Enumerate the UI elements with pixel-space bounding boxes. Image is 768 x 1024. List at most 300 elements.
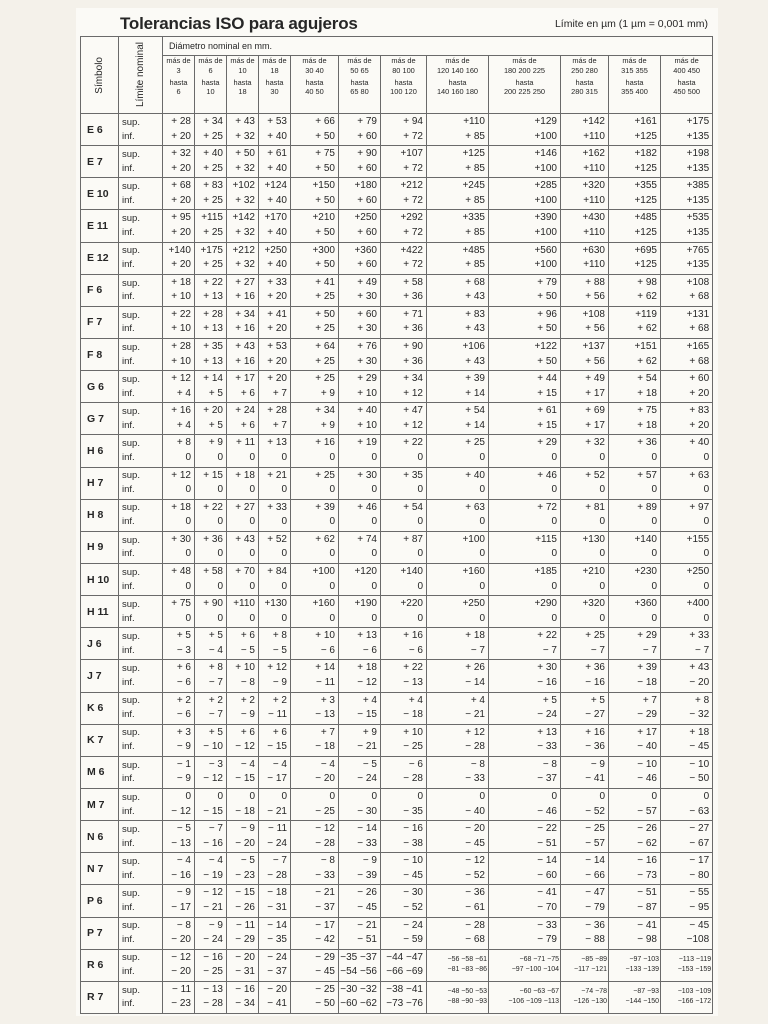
tolerance-cell: [661, 692, 713, 724]
upper-deviation: +400: [686, 598, 710, 610]
tolerance-cell: [163, 435, 195, 467]
upper-deviation: − 17: [315, 919, 335, 931]
range-from: 18: [270, 65, 279, 75]
tolerance-cell: [427, 242, 489, 274]
lower-deviation: 0: [599, 516, 605, 528]
tolerance-cell: [163, 114, 195, 146]
lower-deviation: − 20: [235, 837, 255, 849]
upper-deviation: + 6: [240, 630, 255, 642]
upper-label: sup.: [122, 341, 140, 353]
tolerance-cell: [381, 563, 427, 595]
lower-deviation: 0: [651, 548, 657, 560]
tolerance-cell: [661, 531, 713, 563]
upper-deviation: − 8: [176, 919, 191, 931]
tolerance-cell: [427, 724, 489, 756]
lower-deviation: − 60: [537, 869, 557, 881]
tolerance-cell: [561, 917, 609, 949]
upper-deviation: + 44: [537, 373, 557, 385]
tolerance-cell: [381, 435, 427, 467]
tolerance-cell: [381, 596, 427, 628]
lower-deviation: + 20: [267, 291, 287, 303]
lower-deviation: − 66: [585, 869, 605, 881]
lower-deviation: + 20: [171, 259, 191, 271]
lower-deviation: + 20: [171, 226, 191, 238]
upper-deviation: + 33: [267, 501, 287, 513]
lower-deviation: − 9: [176, 773, 191, 785]
tolerance-cell: [163, 660, 195, 692]
lower-deviation: − 24: [203, 934, 223, 946]
upper-label: sup.: [122, 984, 140, 996]
limit-labels: [119, 724, 163, 756]
tolerance-cell: [609, 338, 661, 370]
lower-label: inf.: [122, 966, 135, 978]
tolerance-symbol: N 7: [81, 853, 119, 885]
upper-deviation: − 4: [240, 758, 255, 770]
tolerance-cell: [661, 338, 713, 370]
tolerance-cell: [609, 596, 661, 628]
tolerance-cell: [561, 756, 609, 788]
lower-deviation: −66 −69: [386, 966, 423, 978]
upper-deviation: + 39: [465, 373, 485, 385]
upper-deviation: +560: [534, 244, 557, 256]
upper-deviation: + 25: [315, 469, 335, 481]
upper-deviation: +119: [635, 308, 657, 320]
upper-deviation: − 47: [585, 887, 605, 899]
lower-deviation: − 21: [203, 901, 223, 913]
upper-deviation: +155: [686, 533, 710, 545]
limit-labels: [119, 467, 163, 499]
lower-deviation: − 9: [272, 676, 287, 688]
lower-deviation: − 4: [208, 644, 223, 656]
upper-deviation: + 90: [357, 148, 377, 160]
lower-label: inf.: [122, 451, 135, 463]
lower-deviation: 0: [417, 612, 423, 624]
lower-deviation: − 11: [268, 709, 287, 721]
upper-deviation: + 40: [689, 437, 710, 449]
tolerance-cell: [489, 499, 561, 531]
upper-deviation: +165: [686, 341, 710, 353]
upper-deviation: −87 −93: [633, 988, 659, 996]
lower-deviation: + 25: [315, 291, 335, 303]
upper-deviation: +285: [534, 180, 557, 192]
lower-deviation: + 85: [465, 162, 485, 174]
upper-deviation: + 84: [267, 566, 287, 578]
upper-deviation: + 3: [176, 726, 191, 738]
upper-deviation: +250: [264, 244, 287, 256]
limit-labels: [119, 114, 163, 146]
upper-deviation: + 18: [171, 501, 191, 513]
tolerance-cell: [227, 563, 259, 595]
upper-deviation: + 8: [694, 694, 710, 706]
lower-deviation: − 16: [171, 869, 191, 881]
upper-deviation: 0: [599, 791, 605, 803]
tolerance-cell: [489, 403, 561, 435]
tolerance-symbol: E 7: [81, 146, 119, 178]
tolerance-cell: [489, 242, 561, 274]
lower-deviation: − 70: [537, 901, 557, 913]
upper-deviation: − 3: [208, 758, 223, 770]
upper-deviation: + 22: [537, 630, 557, 642]
tolerance-cell: [561, 467, 609, 499]
tolerance-cell: [259, 724, 291, 756]
lower-label: inf.: [122, 741, 135, 753]
lower-deviation: + 56: [585, 323, 605, 335]
upper-deviation: +212: [400, 180, 423, 192]
tolerance-cell: [489, 788, 561, 820]
table-row: [81, 210, 713, 242]
upper-deviation: + 83: [203, 180, 223, 192]
upper-deviation: + 50: [315, 308, 335, 320]
upper-deviation: + 43: [689, 662, 710, 674]
upper-label: sup.: [122, 373, 140, 385]
tolerance-cell: [661, 178, 713, 210]
lower-deviation: 0: [217, 548, 223, 560]
upper-deviation: + 5: [208, 726, 223, 738]
lower-deviation: + 6: [240, 419, 255, 431]
tolerance-cell: [291, 338, 339, 370]
lower-deviation: + 40: [267, 194, 287, 206]
upper-deviation: +198: [686, 148, 710, 160]
upper-deviation: + 53: [267, 116, 287, 128]
lower-deviation: − 31: [235, 966, 255, 978]
tolerance-symbol: E 6: [81, 114, 119, 146]
tolerance-cell: [561, 499, 609, 531]
lower-deviation: − 8: [240, 676, 255, 688]
lower-label: inf.: [122, 644, 135, 656]
upper-deviation: + 10: [235, 662, 255, 674]
tolerance-symbol: F 7: [81, 306, 119, 338]
lower-label: inf.: [122, 194, 135, 206]
upper-deviation: + 5: [590, 694, 605, 706]
lower-deviation: 0: [329, 484, 335, 496]
table-row: [81, 885, 713, 917]
tolerance-cell: [427, 467, 489, 499]
lower-deviation: − 37: [537, 773, 557, 785]
upper-deviation: + 94: [403, 116, 423, 128]
upper-label: sup.: [122, 116, 140, 128]
lower-deviation: − 15: [203, 805, 223, 817]
lower-deviation: − 35: [267, 934, 287, 946]
lower-label: inf.: [122, 516, 135, 528]
limit-labels: [119, 981, 163, 1013]
lower-deviation: − 14: [465, 676, 485, 688]
tolerance-cell: [489, 531, 561, 563]
lower-deviation: + 62: [637, 323, 657, 335]
tolerance-cell: [427, 178, 489, 210]
upper-deviation: + 64: [315, 341, 335, 353]
lower-deviation: + 30: [357, 323, 377, 335]
upper-deviation: + 22: [403, 437, 423, 449]
tolerance-cell: [609, 178, 661, 210]
upper-deviation: + 68: [171, 180, 191, 192]
table-row: [81, 306, 713, 338]
upper-deviation: + 54: [403, 501, 423, 513]
lower-label: inf.: [122, 805, 135, 817]
lower-deviation: −81 −83 −86: [447, 966, 487, 974]
lower-deviation: − 7: [542, 644, 557, 656]
tolerance-cell: [259, 178, 291, 210]
lower-deviation: − 35: [403, 805, 423, 817]
lower-deviation: +110: [583, 194, 605, 206]
upper-deviation: − 16: [403, 823, 423, 835]
lower-deviation: 0: [417, 516, 423, 528]
upper-deviation: + 16: [585, 726, 605, 738]
table-row: [81, 756, 713, 788]
upper-deviation: +131: [686, 308, 710, 320]
lower-deviation: − 23: [235, 869, 255, 881]
tolerance-cell: [339, 210, 381, 242]
upper-deviation: + 72: [537, 501, 557, 513]
upper-deviation: 0: [249, 791, 255, 803]
tolerance-cell: [163, 210, 195, 242]
tolerance-cell: [609, 563, 661, 595]
tolerance-cell: [561, 178, 609, 210]
lower-deviation: − 5: [272, 644, 287, 656]
tolerance-cell: [561, 981, 609, 1013]
tolerance-cell: [661, 788, 713, 820]
lower-deviation: 0: [281, 451, 287, 463]
range-top: más de: [166, 56, 191, 65]
tolerance-cell: [339, 178, 381, 210]
upper-deviation: − 10: [689, 758, 710, 770]
tolerance-cell: [339, 338, 381, 370]
tolerance-cell: [381, 531, 427, 563]
upper-deviation: 0: [371, 791, 377, 803]
upper-deviation: −30 −32: [340, 983, 377, 995]
upper-label: sup.: [122, 695, 140, 707]
tolerance-cell: [291, 788, 339, 820]
tolerance-cell: [259, 146, 291, 178]
tolerance-cell: [561, 724, 609, 756]
tolerance-cell: [381, 692, 427, 724]
lower-deviation: +110: [583, 259, 605, 271]
upper-deviation: +130: [264, 598, 287, 610]
lower-label: inf.: [122, 259, 135, 271]
tolerance-cell: [381, 178, 427, 210]
upper-label: sup.: [122, 952, 140, 964]
tolerance-cell: [259, 628, 291, 660]
upper-deviation: +108: [686, 276, 710, 288]
range-header-11: [661, 56, 713, 114]
upper-deviation: − 33: [537, 919, 557, 931]
upper-deviation: + 35: [403, 469, 423, 481]
tolerance-cell: [227, 114, 259, 146]
upper-deviation: − 41: [537, 887, 557, 899]
range-from: 315 355: [621, 65, 648, 75]
range-top: más de: [262, 56, 287, 65]
tolerance-cell: [427, 628, 489, 660]
upper-deviation: − 21: [357, 919, 377, 931]
upper-deviation: + 18: [465, 630, 485, 642]
tolerance-cell: [259, 467, 291, 499]
lower-label: inf.: [122, 323, 135, 335]
tolerance-cell: [489, 467, 561, 499]
lower-deviation: + 68: [689, 355, 710, 367]
upper-deviation: + 13: [357, 630, 377, 642]
upper-deviation: + 27: [235, 276, 255, 288]
tolerance-cell: [339, 306, 381, 338]
tolerance-cell: [195, 981, 227, 1013]
lower-deviation: 0: [217, 612, 223, 624]
lower-label: inf.: [122, 998, 135, 1010]
lower-deviation: − 7: [642, 644, 657, 656]
tolerance-cell: [609, 660, 661, 692]
upper-deviation: + 26: [465, 662, 485, 674]
range-header-8: [489, 56, 561, 114]
tolerance-cell: [227, 660, 259, 692]
tolerance-cell: [195, 692, 227, 724]
tolerance-cell: [489, 885, 561, 917]
tolerance-cell: [339, 949, 381, 981]
limit-labels: [119, 949, 163, 981]
upper-deviation: − 8: [470, 758, 485, 770]
tolerance-cell: [561, 371, 609, 403]
tolerance-cell: [561, 403, 609, 435]
tolerance-cell: [561, 435, 609, 467]
tolerance-cell: [489, 949, 561, 981]
tolerance-cell: [427, 917, 489, 949]
upper-deviation: +151: [634, 341, 657, 353]
tolerance-symbol: H 11: [81, 596, 119, 628]
lower-deviation: +100: [534, 162, 557, 174]
upper-deviation: + 83: [689, 405, 710, 417]
limit-labels: [119, 756, 163, 788]
tolerance-cell: [259, 435, 291, 467]
upper-label: sup.: [122, 534, 140, 546]
table-row: [81, 371, 713, 403]
lower-deviation: −166 −172: [677, 998, 712, 1006]
tolerance-cell: [609, 788, 661, 820]
lower-deviation: −106 −109 −113: [508, 998, 559, 1006]
range-to: 100 120: [390, 87, 417, 97]
lower-deviation: + 30: [357, 291, 377, 303]
upper-deviation: + 30: [357, 469, 377, 481]
range-from: 10: [238, 65, 247, 75]
lower-deviation: − 5: [240, 644, 255, 656]
lower-deviation: 0: [551, 580, 557, 592]
lower-deviation: − 7: [694, 644, 710, 656]
tolerance-cell: [489, 821, 561, 853]
range-mid: hasta: [625, 77, 644, 87]
tolerance-cell: [381, 306, 427, 338]
lower-deviation: +125: [634, 259, 657, 271]
lower-deviation: +135: [686, 162, 710, 174]
lower-label: inf.: [122, 709, 135, 721]
upper-deviation: +110: [463, 116, 485, 128]
lower-deviation: + 85: [465, 194, 485, 206]
tolerance-cell: [291, 435, 339, 467]
lower-label: inf.: [122, 162, 135, 174]
tolerance-cell: [339, 660, 381, 692]
range-header-3: [259, 56, 291, 114]
upper-deviation: +320: [582, 598, 605, 610]
tolerance-cell: [259, 274, 291, 306]
range-mid: hasta: [201, 77, 220, 87]
upper-deviation: − 16: [203, 951, 223, 963]
upper-deviation: + 43: [235, 533, 255, 545]
lower-deviation: − 16: [203, 837, 223, 849]
upper-deviation: +110: [233, 598, 255, 610]
page-title: Tolerancias ISO para agujeros: [120, 14, 358, 33]
tolerance-cell: [195, 885, 227, 917]
tolerance-cell: [489, 756, 561, 788]
lower-deviation: 0: [417, 484, 423, 496]
tolerance-cell: [291, 917, 339, 949]
range-from: 80 100: [392, 65, 415, 75]
upper-deviation: + 5: [176, 630, 191, 642]
upper-label: sup.: [122, 277, 140, 289]
limit-labels: [119, 531, 163, 563]
upper-deviation: +630: [582, 244, 605, 256]
range-mid: hasta: [515, 77, 534, 87]
upper-deviation: +160: [312, 598, 335, 610]
tolerance-cell: [195, 949, 227, 981]
lower-deviation: − 46: [537, 805, 557, 817]
upper-deviation: − 6: [408, 758, 423, 770]
upper-deviation: +390: [534, 212, 557, 224]
tolerance-cell: [195, 853, 227, 885]
tolerance-cell: [561, 146, 609, 178]
tolerance-cell: [427, 885, 489, 917]
lower-deviation: 0: [185, 548, 191, 560]
tolerance-cell: [163, 885, 195, 917]
range-from: 50 65: [350, 65, 369, 75]
upper-deviation: − 10: [403, 855, 423, 867]
upper-deviation: −56 −58 −61: [447, 956, 487, 964]
lower-deviation: + 25: [315, 323, 335, 335]
tolerance-cell: [609, 628, 661, 660]
lower-deviation: + 20: [267, 355, 287, 367]
limit-labels: [119, 628, 163, 660]
lower-deviation: − 26: [235, 901, 255, 913]
upper-label: sup.: [122, 598, 140, 610]
upper-deviation: + 52: [585, 469, 605, 481]
tolerance-cell: [561, 242, 609, 274]
upper-deviation: − 21: [315, 887, 335, 899]
upper-deviation: − 24: [267, 951, 287, 963]
upper-deviation: − 9: [590, 758, 605, 770]
lower-deviation: + 13: [203, 323, 223, 335]
upper-deviation: − 1: [176, 758, 191, 770]
upper-deviation: + 36: [203, 533, 223, 545]
lower-deviation: − 28: [315, 837, 335, 849]
tolerance-cell: [427, 371, 489, 403]
lower-deviation: 0: [185, 612, 191, 624]
upper-deviation: + 49: [357, 276, 377, 288]
lower-deviation: + 50: [315, 226, 335, 238]
lower-deviation: 0: [249, 484, 255, 496]
upper-deviation: + 8: [208, 662, 223, 674]
upper-deviation: + 34: [203, 116, 223, 128]
range-from: 250 280: [571, 65, 598, 75]
tolerance-cell: [163, 467, 195, 499]
limit-labels: [119, 306, 163, 338]
range-top: más de: [347, 56, 372, 65]
limit-labels: [119, 274, 163, 306]
upper-deviation: + 25: [585, 630, 605, 642]
lower-deviation: + 25: [315, 355, 335, 367]
tolerance-cell: [339, 467, 381, 499]
upper-deviation: +120: [354, 566, 377, 578]
upper-deviation: +290: [534, 598, 557, 610]
tolerance-symbol: H 6: [81, 435, 119, 467]
tolerance-cell: [195, 306, 227, 338]
tolerance-cell: [339, 788, 381, 820]
upper-deviation: + 52: [267, 533, 287, 545]
upper-deviation: + 97: [689, 501, 710, 513]
lower-deviation: − 87: [637, 901, 657, 913]
tolerance-cell: [195, 628, 227, 660]
